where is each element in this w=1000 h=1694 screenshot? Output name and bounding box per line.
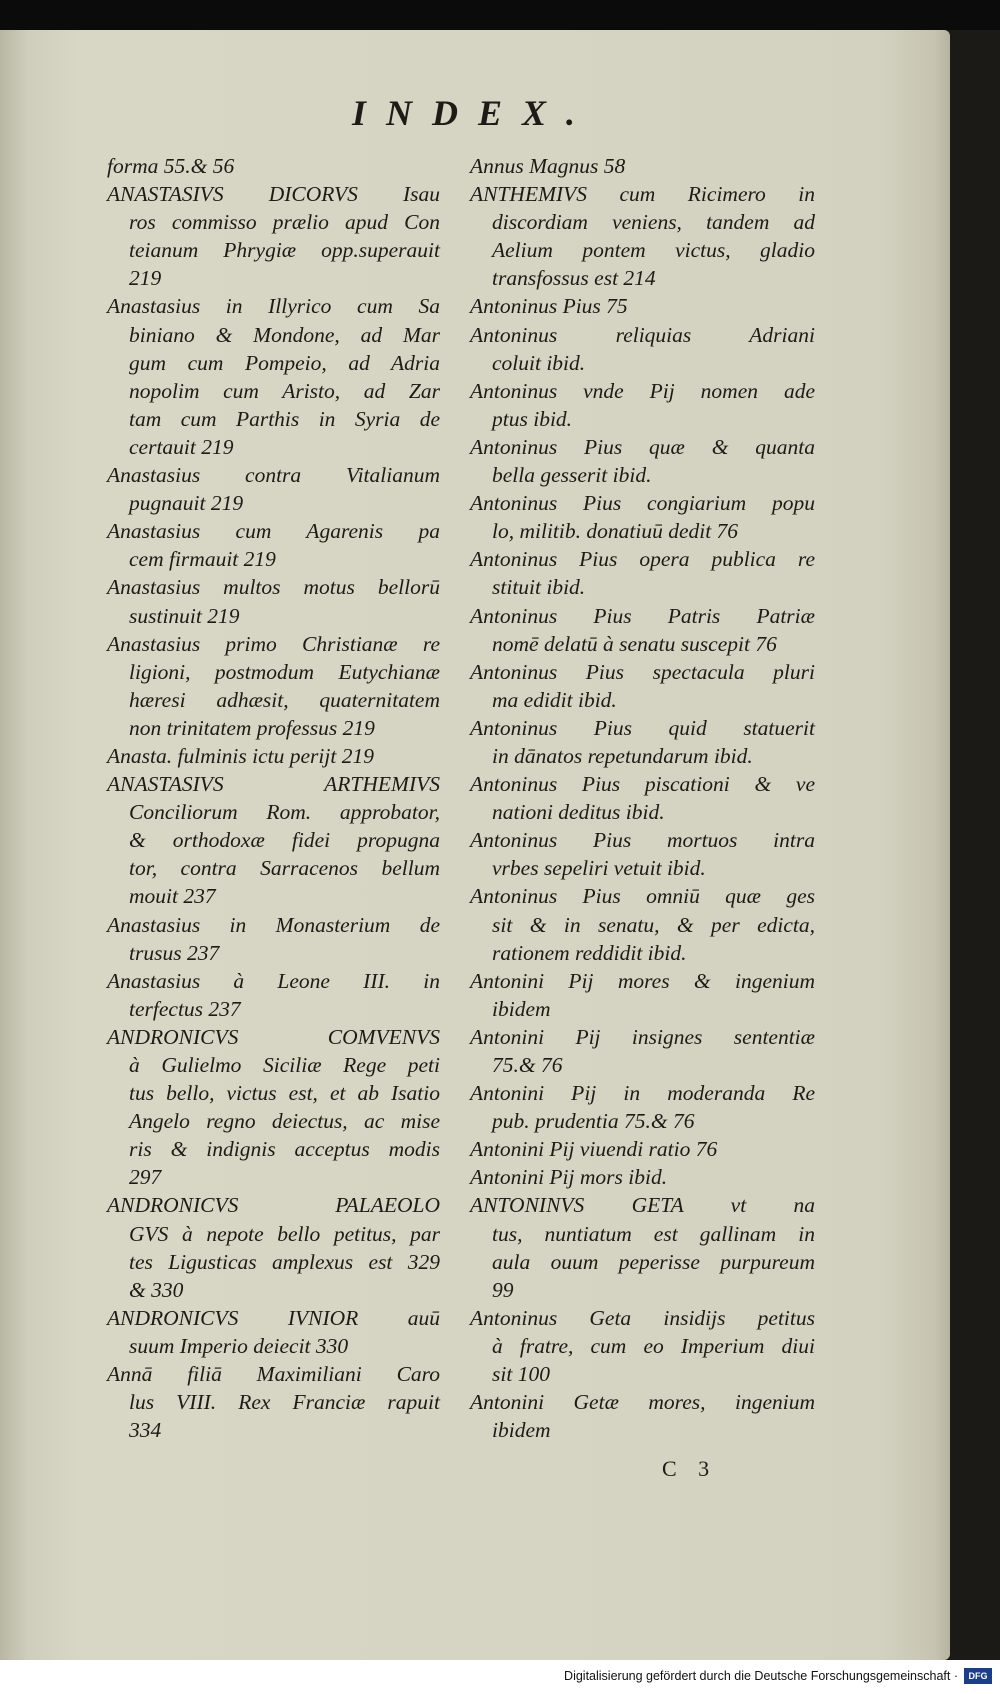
index-line: nationi deditus ibid. <box>492 800 665 825</box>
index-line: forma 55.& 56 <box>107 154 235 178</box>
index-line: aula ouum peperisse purpureum <box>492 1249 815 1274</box>
index-line: & 330 <box>129 1277 184 1302</box>
index-line: Antonini Pij insignes sententiæ <box>470 1024 815 1049</box>
index-entry <box>107 1360 440 1444</box>
index-line: ptus ibid. <box>492 406 573 431</box>
index-column-right <box>470 152 815 1444</box>
index-line: tes Ligusticas amplexus est 329 <box>129 1249 440 1274</box>
index-entry <box>470 292 815 320</box>
index-line: à fratre, cum eo Imperium diui <box>492 1333 815 1358</box>
index-line: Anastasius à Leone III. in <box>107 968 440 993</box>
index-line: coluit ibid. <box>492 350 586 375</box>
index-entry <box>107 770 440 910</box>
scanned-page-area <box>0 30 1000 1660</box>
index-entry <box>470 1191 815 1303</box>
index-line: transfossus est 214 <box>492 266 656 291</box>
index-line: Antoninus Pius congiarium popu <box>470 491 815 516</box>
index-line: Antonini Pij viuendi ratio 76 <box>470 1137 718 1162</box>
index-line: ris & indignis acceptus modis <box>129 1137 440 1162</box>
index-line: non trinitatem professus 219 <box>129 715 375 740</box>
index-line: gum cum Pompeio, ad Adria <box>129 350 440 375</box>
index-entry <box>470 545 815 601</box>
index-line: Antoninus Geta insidijs petitus <box>470 1305 815 1330</box>
index-column-left <box>107 152 440 1444</box>
index-entry <box>470 714 815 770</box>
index-entry <box>470 602 815 658</box>
index-entry <box>470 489 815 545</box>
index-line: nomē delatū à senatu suscepit 76 <box>492 631 777 656</box>
index-entry <box>107 292 440 461</box>
index-line: discordiam veniens, tandem ad <box>492 210 815 235</box>
index-line: in dānatos repetundarum ibid. <box>492 743 753 768</box>
index-entry <box>470 658 815 714</box>
index-line: 219 <box>129 266 162 291</box>
index-line: Annus Magnus 58 <box>470 154 626 178</box>
index-line: ANTHEMIVS cum Ricimero in <box>470 182 815 207</box>
index-entry <box>107 742 440 770</box>
index-line: Antoninus Pius quæ & quanta <box>470 434 815 459</box>
index-line: bella gesserit ibid. <box>492 463 652 488</box>
index-line: 75.& 76 <box>492 1053 563 1077</box>
index-line: ANDRONICVS IVNIOR auū <box>107 1305 440 1330</box>
index-entry <box>470 152 815 180</box>
index-entry <box>107 911 440 967</box>
index-entry <box>470 1163 815 1191</box>
index-line: 297 <box>129 1165 162 1190</box>
index-entry <box>107 180 440 292</box>
index-line: Anasta. fulminis ictu perijt 219 <box>107 743 374 768</box>
index-line: pugnauit 219 <box>129 491 244 516</box>
index-line: Aelium pontem victus, gladio <box>492 238 815 263</box>
index-entry <box>470 180 815 292</box>
index-line: tam cum Parthis in Syria de <box>129 406 440 431</box>
index-line: cem firmauit 219 <box>129 547 276 572</box>
index-entry <box>107 967 440 1023</box>
index-line: Conciliorum Rom. approbator, <box>129 800 440 825</box>
index-line: Angelo regno deiectus, ac mise <box>129 1109 440 1134</box>
index-line: ibidem <box>492 996 551 1021</box>
index-line: 334 <box>129 1418 162 1443</box>
index-line: Antoninus Pius spectacula pluri <box>470 659 815 684</box>
index-entry <box>470 1135 815 1163</box>
index-line: mouit 237 <box>129 884 216 909</box>
index-line: 99 <box>492 1277 514 1302</box>
index-line: tus bello, victus est, et ab Isatio <box>129 1081 440 1106</box>
index-entry <box>107 152 440 180</box>
index-entry <box>470 826 815 882</box>
dfg-logo: DFG <box>964 1668 992 1684</box>
index-entry <box>470 433 815 489</box>
index-entry <box>470 321 815 377</box>
index-line: Antoninus Pius opera publica re <box>470 547 815 572</box>
index-line: Anastasius in Monasterium de <box>107 912 440 937</box>
index-line: Antoninus Pius quid statuerit <box>470 715 815 740</box>
index-line: suum Imperio deiecit 330 <box>129 1333 349 1358</box>
index-line: Antoninus Pius omniū quæ ges <box>470 884 815 909</box>
index-entry <box>470 1023 815 1079</box>
index-line: sit 100 <box>492 1362 550 1387</box>
index-line: Antoninus Pius piscationi & ve <box>470 772 815 797</box>
index-line: Annā filiā Maximiliani Caro <box>107 1362 440 1387</box>
index-line: Antoninus Pius mortuos intra <box>470 828 815 853</box>
index-line: GVS à nepote bello petitus, par <box>129 1221 440 1246</box>
index-line: ligioni, postmodum Eutychianæ <box>129 659 440 684</box>
index-line: Antoninus Pius Patris Patriæ <box>470 603 815 628</box>
index-line: ANDRONICVS PALAEOLO <box>107 1193 440 1218</box>
index-entry <box>107 630 440 742</box>
index-line: ANTONINVS GETA vt na <box>470 1193 815 1218</box>
index-line: pub. prudentia 75.& 76 <box>492 1109 695 1134</box>
index-line: Antonini Pij in moderanda Re <box>470 1081 815 1106</box>
index-line: Anastasius in Illyrico cum Sa <box>107 294 440 319</box>
index-line: lus VIII. Rex Franciæ rapuit <box>129 1390 440 1415</box>
index-line: ANDRONICVS COMVENVS <box>107 1024 440 1049</box>
page-header: INDEX. <box>352 93 596 133</box>
index-line: nopolim cum Aristo, ad Zar <box>129 378 440 403</box>
page-edge <box>950 30 1000 1660</box>
index-entry <box>470 770 815 826</box>
index-line: Antonini Pij mores & ingenium <box>470 968 815 993</box>
index-line: stituit ibid. <box>492 575 586 600</box>
funding-notice: Digitalisierung gefördert durch die Deutsche Forschungsgemeinschaft · <box>564 1669 958 1683</box>
index-line: ibidem <box>492 1418 551 1443</box>
index-line: ANASTASIVS ARTHEMIVS <box>107 772 440 797</box>
index-line: Anastasius primo Christianæ re <box>107 631 440 656</box>
index-line: & orthodoxæ fidei propugna <box>129 828 440 853</box>
index-line: sustinuit 219 <box>129 603 240 628</box>
index-entry <box>470 1304 815 1388</box>
index-line: Anastasius multos motus bellorū <box>107 575 440 600</box>
index-line: Antoninus vnde Pij nomen ade <box>470 378 815 403</box>
index-line: ma edidit ibid. <box>492 687 617 712</box>
index-entry <box>107 1023 440 1192</box>
index-line: sit & in senatu, & per edicta, <box>492 912 815 937</box>
index-line: hæresi adhæsit, quaternitatem <box>129 687 440 712</box>
index-line: teianum Phrygiæ opp.superauit <box>129 238 440 263</box>
signature-mark: C 3 <box>662 1456 718 1481</box>
index-entry <box>470 967 815 1023</box>
index-line: à Gulielmo Siciliæ Rege peti <box>129 1053 440 1077</box>
index-entry <box>470 882 815 966</box>
index-entry <box>107 461 440 517</box>
index-line: tus, nuntiatum est gallinam in <box>492 1221 815 1246</box>
index-line: ANASTASIVS DICORVS Isau <box>107 182 440 207</box>
index-entry <box>107 1304 440 1360</box>
index-line: certauit 219 <box>129 434 234 459</box>
index-line: Antoninus Pius 75 <box>470 294 628 319</box>
book-page <box>0 30 950 1660</box>
index-line: lo, militib. donatiuū dedit 76 <box>492 519 739 544</box>
index-line: trusus 237 <box>129 940 220 965</box>
index-line: biniano & Mondone, ad Mar <box>129 322 440 347</box>
index-entry <box>107 517 440 573</box>
footer-bar <box>0 1660 1000 1694</box>
index-line: Antoninus reliquias Adriani <box>470 322 815 347</box>
index-line: Antonini Pij mors ibid. <box>470 1165 668 1190</box>
index-entry <box>470 1388 815 1444</box>
viewer-top-bar <box>0 0 1000 30</box>
index-line: Anastasius contra Vitalianum <box>107 463 440 488</box>
index-entry <box>107 1191 440 1303</box>
index-line: rationem reddidit ibid. <box>492 940 687 965</box>
index-line: vrbes sepeliri vetuit ibid. <box>492 856 706 881</box>
index-entry <box>470 1079 815 1135</box>
index-line: ros commisso prælio apud Con <box>129 210 440 235</box>
index-line: terfectus 237 <box>129 996 241 1021</box>
index-entry <box>107 573 440 629</box>
index-line: Antonini Getæ mores, ingenium <box>470 1390 815 1415</box>
index-line: Anastasius cum Agarenis pa <box>107 519 440 544</box>
index-entry <box>470 377 815 433</box>
index-line: tor, contra Sarracenos bellum <box>129 856 440 881</box>
